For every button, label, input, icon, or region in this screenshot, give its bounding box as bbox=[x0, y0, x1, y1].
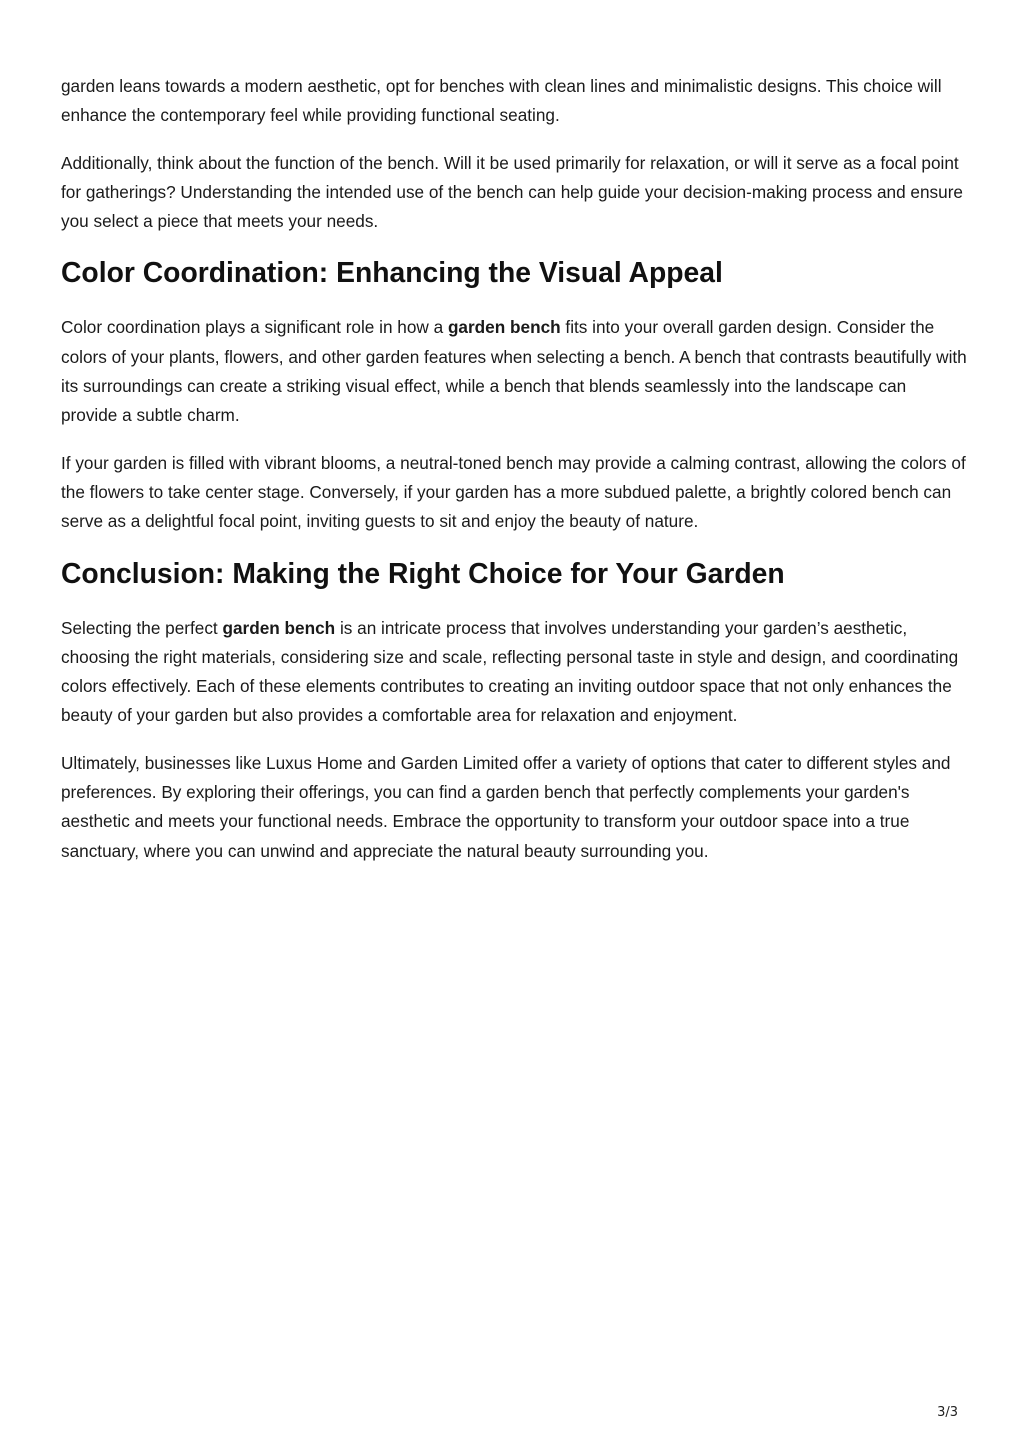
bold-keyword: garden bench bbox=[447, 317, 561, 338]
page-number: 3/3 bbox=[937, 1405, 958, 1420]
paragraph-text: is an intricate process that involves understanding your garden’s aesthetic, choosing the right materials, considering size and scale, reflecting personal taste in style and design, and coordinating colors effectively. Each of these elements contributes to creating an inviting outdoor space that not only enhances the beauty of your garden but also provides a comfortable area for relaxation and enjoyment. bbox=[61, 617, 959, 726]
paragraph-vibrant-blooms: If your garden is filled with vibrant blooms, a neutral-toned bench may provide a calming contrast, allowing the colors of the flowers to take center stage. Conversely, if your garden has a more subdued palette, a brightly colored bench can serve as a delightful focal point, inviting guests to sit and enjoy the beauty of nature. bbox=[61, 452, 966, 532]
paragraph-text: fits into your overall garden design. Consider the colors of your plants, flowers, and other garden features when selecting a bench. A bench that contrasts beautifully with its surroundings can create a striking visual effect, while a bench that blends seamlessly into the landscape can provide a subtle charm. bbox=[61, 317, 967, 426]
paragraph-text: Selecting the perfect bbox=[61, 617, 223, 638]
paragraph-modern-aesthetic: garden leans towards a modern aesthetic, opt for benches with clean lines and minimalistic designs. This choice will enhance the contemporary feel while providing functional seating. bbox=[61, 76, 942, 126]
bold-keyword: garden bench bbox=[222, 617, 336, 638]
paragraph-ultimately: Ultimately, businesses like Luxus Home and Garden Limited offer a variety of options that cater to different styles and preferences. By exploring their offerings, you can find a garden bench that perfectly complements your garden's aesthetic and meets your functional needs. Embrace the opportunity to transform your outdoor space into a true sanctuary, where you can unwind and appreciate the natural beauty surrounding you. bbox=[61, 752, 951, 861]
paragraph-bench-function: Additionally, think about the function of the bench. Will it be used primarily for relaxation, or will it serve as a focal point for gatherings? Understanding the intended use of the bench can help guide your decision-making process and ensure you select a piece that meets your needs. bbox=[61, 152, 963, 232]
document-page bbox=[61, 72, 967, 884]
paragraph-conclusion bbox=[61, 614, 967, 731]
paragraph-color-coordination bbox=[61, 313, 967, 430]
paragraph-text: Color coordination plays a significant role in how a bbox=[61, 317, 448, 338]
heading-conclusion: Conclusion: Making the Right Choice for Your Garden bbox=[61, 556, 785, 589]
heading-color-coordination: Color Coordination: Enhancing the Visual Appeal bbox=[61, 256, 723, 289]
